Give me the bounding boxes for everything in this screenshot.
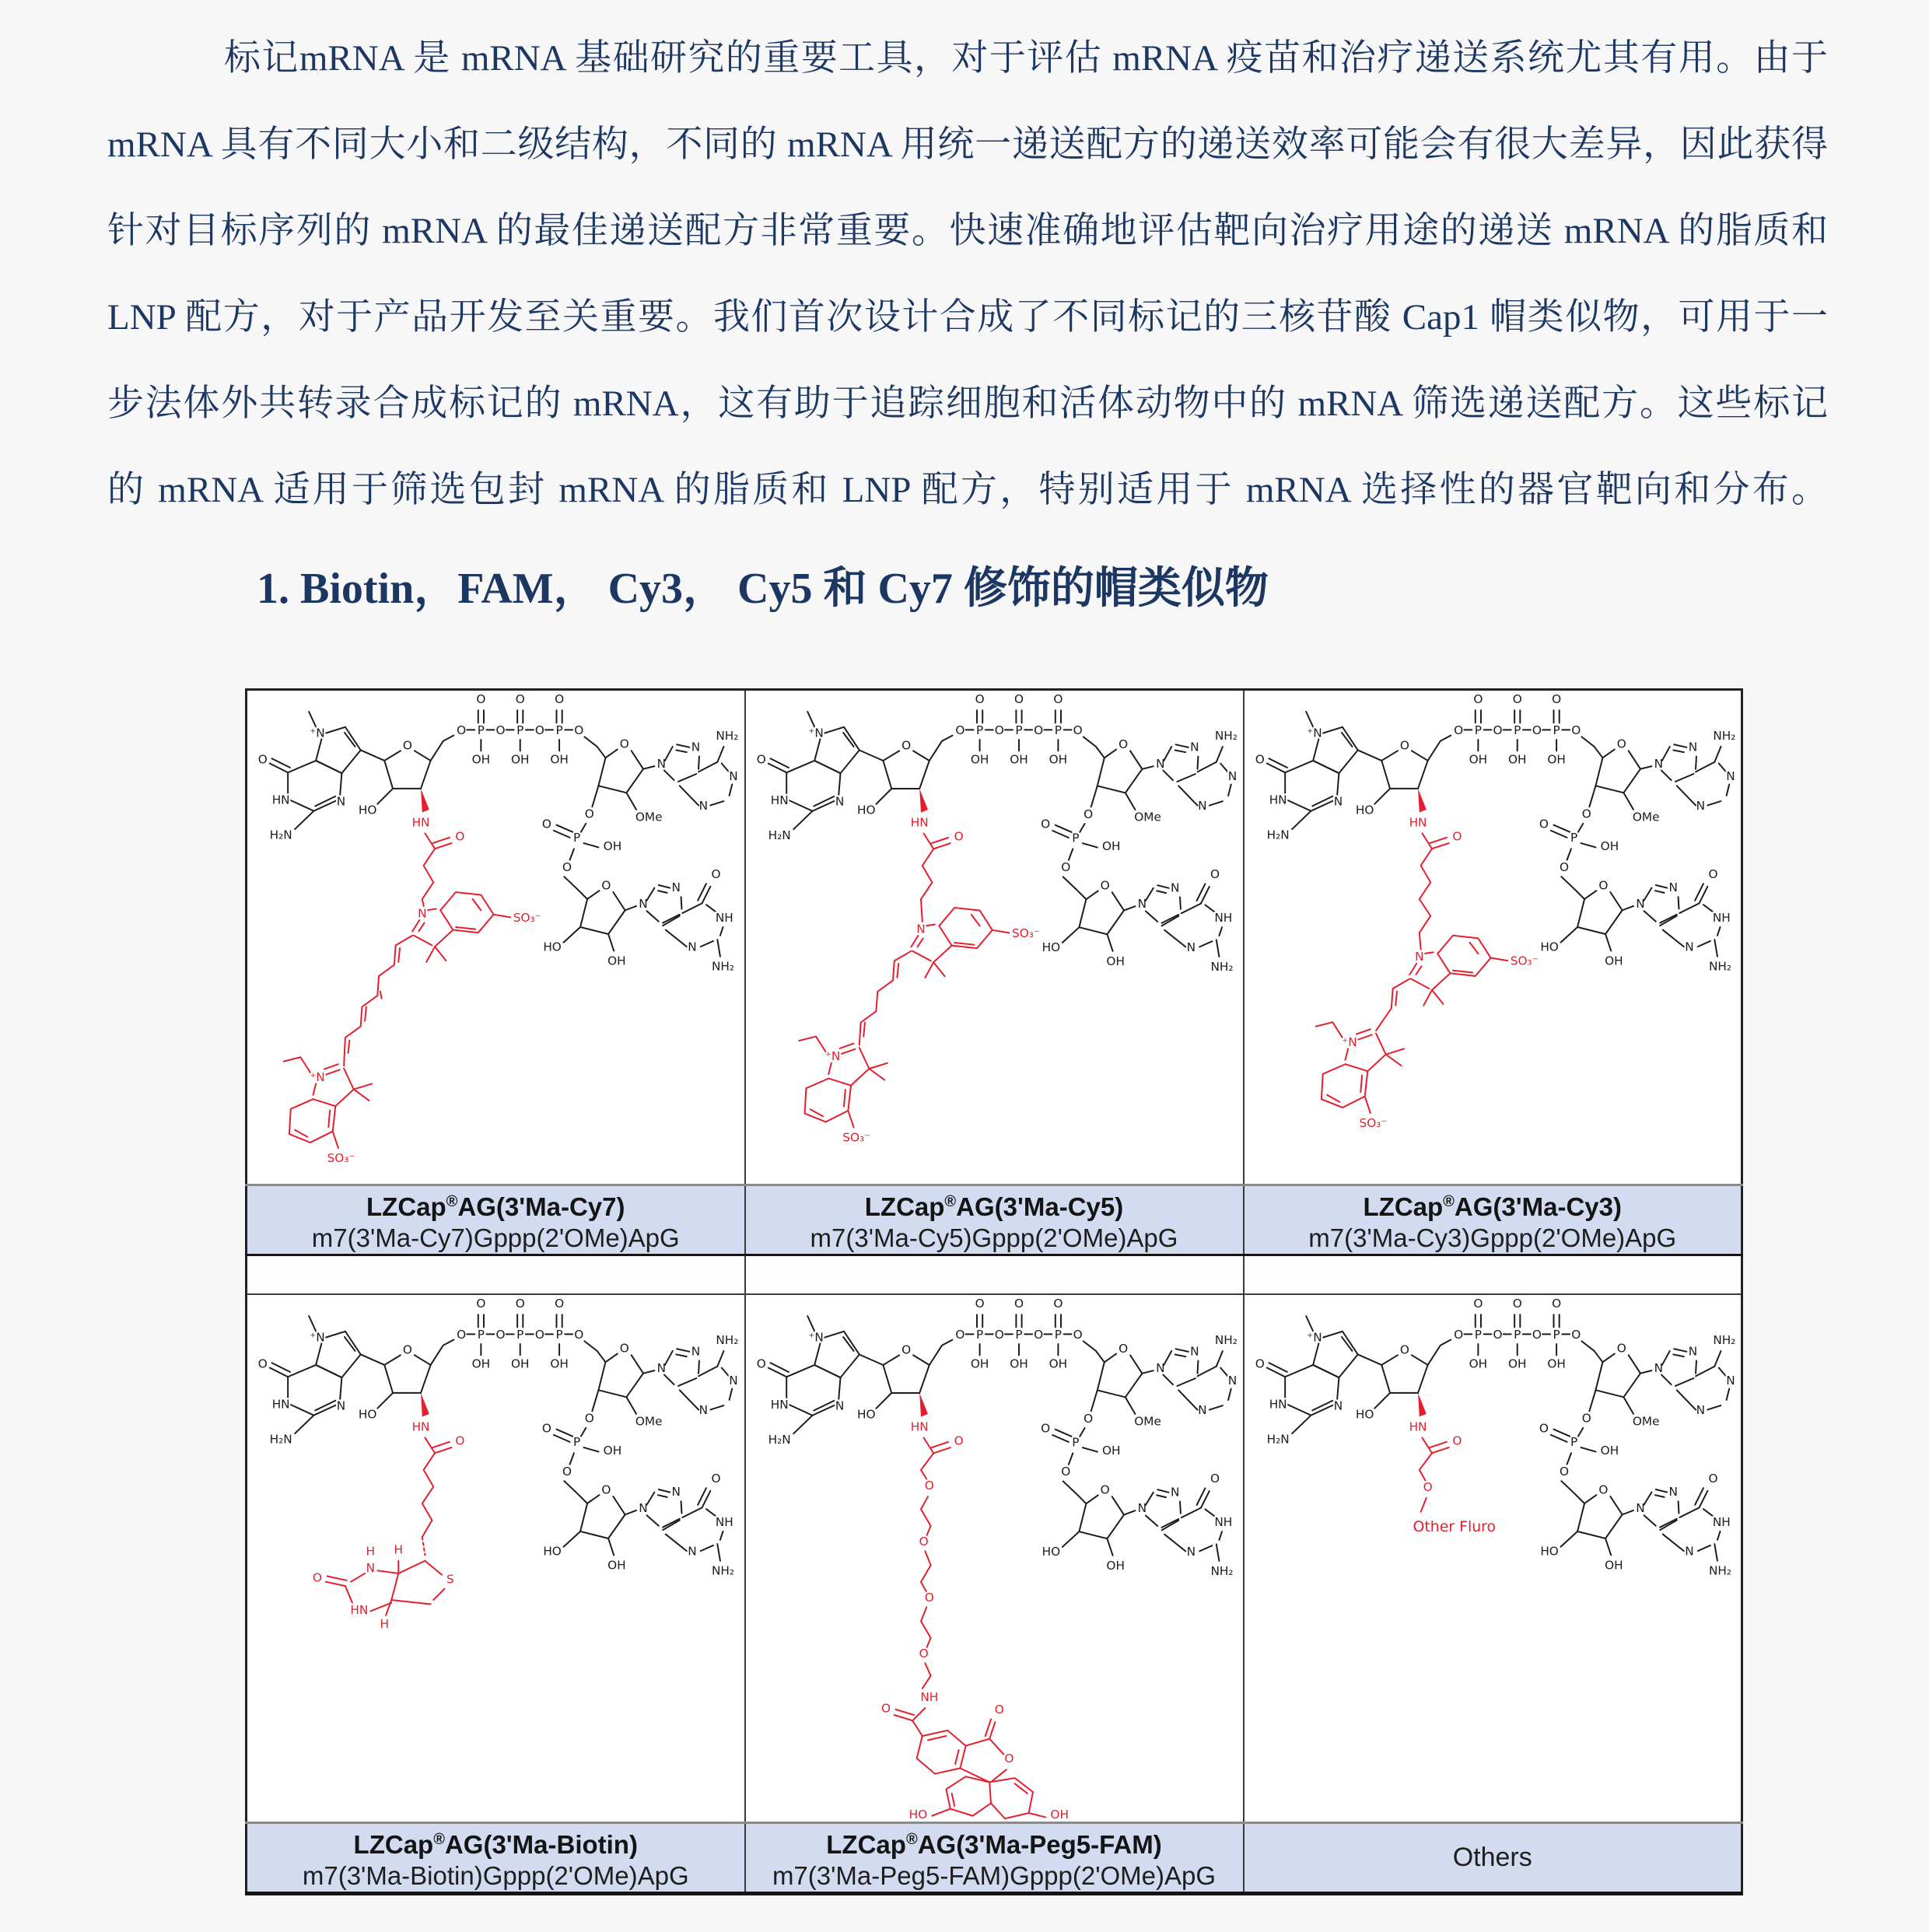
label-others (1244, 1823, 1742, 1894)
paragraph-line: 步法体外共转录合成标记的 mRNA，这有助于追踪细胞和活体动物中的 mRNA 筛选递送配方。这些标记 (107, 383, 1828, 424)
cap-formula: m7(3'Ma-Cy5)Gppp(2'OMe)ApG (810, 1223, 1178, 1252)
structure-peg5-fam (745, 1294, 1244, 1823)
svg-text:O: O (880, 1701, 891, 1716)
structure-cy3 (1244, 690, 1742, 1185)
spacer-cell (1244, 1255, 1742, 1295)
cap-title: LZCap®AG(3'Ma-Biotin) (353, 1830, 638, 1859)
svg-text:HO: HO (908, 1808, 927, 1822)
svg-text:O: O (312, 1570, 322, 1585)
svg-text:O: O (994, 1703, 1004, 1717)
label-biotin (247, 1823, 745, 1894)
svg-text:O: O (1003, 1752, 1014, 1766)
structure-others (1244, 1294, 1742, 1823)
svg-text:H: H (380, 1617, 390, 1632)
structure-biotin (247, 1294, 745, 1823)
paragraph-line: 的 mRNA 适用于筛选包封 mRNA 的脂质和 LNP 配方，特别适用于 mRNA 选择性的器官靶向和分布。 (107, 470, 1828, 510)
cap-formula: m7(3'Ma-Cy3)Gppp(2'OMe)ApG (1308, 1223, 1677, 1252)
label-cy3 (1244, 1185, 1742, 1255)
paragraph-line: mRNA 具有不同大小和二级结构，不同的 mRNA 用统一递送配方的递送效率可能会有很大差异，因此获得 (107, 124, 1828, 165)
cap-analog-table (245, 688, 1743, 1895)
svg-text:O: O (1423, 1479, 1433, 1494)
cap-formula: m7(3'Ma-Biotin)Gppp(2'OMe)ApG (302, 1861, 689, 1890)
svg-text:OH: OH (1049, 1808, 1069, 1822)
spacer-cell (745, 1255, 1244, 1295)
svg-text:HN: HN (350, 1603, 369, 1618)
section-heading: 1. Biotin，FAM， Cy3， Cy5 和 Cy7 修饰的帽类似物 (257, 565, 1269, 613)
svg-text:S: S (446, 1572, 454, 1587)
spacer-cell (247, 1255, 745, 1295)
cap-title: LZCap®AG(3'Ma-Cy3) (1363, 1192, 1622, 1221)
svg-text:O: O (924, 1591, 934, 1605)
cap-title: LZCap®AG(3'Ma-Cy7) (366, 1192, 625, 1221)
cap-title: LZCap®AG(3'Ma-Peg5-FAM) (826, 1830, 1162, 1859)
svg-text:O: O (919, 1535, 929, 1549)
paragraph-line: LNP 配方，对于产品开发至关重要。我们首次设计合成了不同标记的三核苷酸 Cap1 帽类似物，可用于一 (107, 297, 1828, 338)
structure-cy7 (247, 690, 745, 1185)
label-peg5-fam (745, 1823, 1244, 1894)
intro-paragraph (107, 16, 1828, 534)
svg-text:O: O (924, 1479, 934, 1493)
structure-cy5 (745, 690, 1244, 1185)
cap-formula: m7(3'Ma-Cy7)Gppp(2'OMe)ApG (311, 1223, 680, 1252)
others-label: Others (1452, 1843, 1532, 1872)
svg-text:H: H (366, 1544, 376, 1559)
cap-title: LZCap®AG(3'Ma-Cy5) (864, 1192, 1124, 1221)
label-cy5 (745, 1185, 1244, 1255)
paragraph-line: 针对目标序列的 mRNA 的最佳递送配方非常重要。快速准确地评估靶向治疗用途的递送 mRNA 的脂质和 (107, 211, 1828, 251)
label-cy7 (247, 1185, 745, 1255)
svg-text:H: H (394, 1542, 403, 1557)
svg-text:N: N (366, 1561, 375, 1576)
paragraph-line: 标记mRNA 是 mRNA 基础研究的重要工具，对于评估 mRNA 疫苗和治疗递送系统尤其有用。由于 (224, 38, 1828, 79)
cap-formula: m7(3'Ma-Peg5-FAM)Gppp(2'OMe)ApG (772, 1861, 1217, 1890)
svg-text:Other Fluro: Other Fluro (1413, 1517, 1496, 1535)
svg-text:O: O (919, 1647, 929, 1661)
svg-text:NH: NH (919, 1690, 938, 1704)
